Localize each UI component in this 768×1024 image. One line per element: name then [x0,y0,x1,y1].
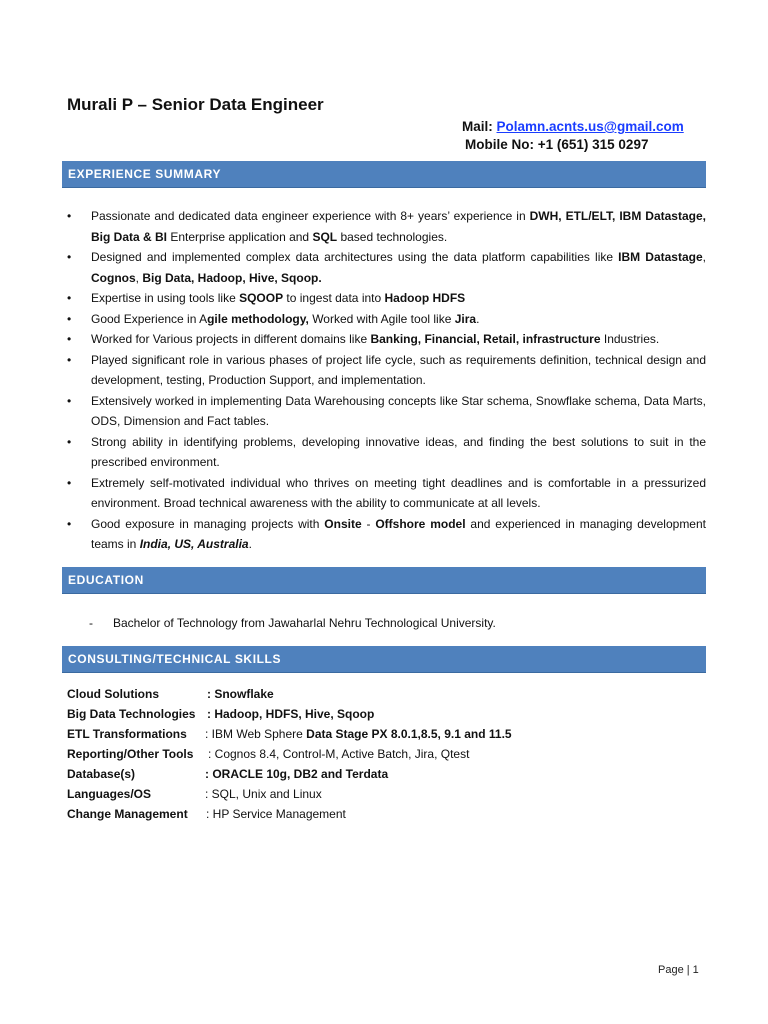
text-run: Offshore model [375,516,466,531]
experience-bullet [62,329,706,350]
email-link[interactable]: Polamn.acnts.us@gmail.com [496,119,684,134]
skill-label: Change Management [67,807,188,821]
skill-label: Big Data Technologies [67,707,196,721]
text-run: Good exposure in managing projects with [91,516,325,531]
text-run: , [702,250,706,264]
bullet-icon: • [67,332,72,346]
experience-bullet [62,432,706,473]
text-run: Data Stage PX 8.0.1,8.5, 9.1 and 11.5 [306,727,512,741]
education-dash: - [89,616,93,630]
skill-label: Cloud Solutions [67,687,159,701]
text-run: Extremely self-motivated individual who thrives on meeting tight deadlines and is comfortable in a pressurized environment. Broad technical awareness with the ability to communicate at all levels. [91,475,706,510]
text-run: : Snowflake [207,687,274,701]
skill-row [67,704,375,724]
skill-value [205,724,512,744]
text-run: Good Experience in A [91,311,208,326]
page-number: Page | 1 [658,964,699,976]
text-run: Extensively worked in implementing Data Warehousing concepts like Star schema, Snowflake schema, Data Marts, ODS, Dimension and Fact tables. [91,393,706,428]
experience-bullet [62,288,706,309]
skill-row [67,784,322,804]
skill-label: Database(s) [67,767,136,781]
text-run: Played significant role in various phases of project life cycle, such as requirements definition, technical design and development, testing, Production Support, and implementation. [91,352,706,387]
experience-bullet [62,309,706,330]
education-text: Bachelor of Technology from Jawaharlal Nehru Technological University. [113,616,496,630]
text-run: based technologies. [337,229,448,244]
skill-row [67,764,389,784]
text-run: : SQL, Unix and Linux [205,787,322,801]
text-run: Passionate and dedicated data engineer experience with 8+ years’ experience in [91,209,530,223]
experience-bullet [62,473,706,514]
experience-list [62,206,706,555]
section-header-education: EDUCATION [62,567,706,594]
skill-row [67,744,470,764]
text-run: and experienced in managing development teams in [91,516,706,551]
text-run: Jira [454,311,477,326]
text-run: Worked with Agile tool like [308,311,455,326]
mobile-row: Mobile No: +1 (651) 315 0297 [465,137,649,152]
skill-value [208,744,469,764]
skill-label: ETL Transformations [67,727,187,741]
skill-value [206,804,346,824]
skill-label: Reporting/Other Tools [67,747,194,761]
contact-block [462,118,752,154]
experience-bullet [62,391,706,432]
text-run: Industries. [600,332,660,346]
skills-list [67,684,512,824]
skill-row [67,724,512,744]
text-run: : Hadoop, HDFS, Hive, Sqoop [207,707,375,721]
text-run: Expertise in using tools like [91,291,240,305]
text-run: Strong ability in identifying problems, developing innovative ideas, and finding the best solutions to suit in the prescribed environment. [91,434,706,469]
skill-value [205,764,388,784]
text-run: Banking, Financial, Retail, infrastructure [370,332,601,346]
bullet-icon: • [67,352,72,367]
text-run: to ingest data into [283,291,385,305]
text-run: Hadoop HDFS [384,291,466,305]
text-run: Enterprise application and [167,229,313,244]
skill-row [67,684,274,704]
experience-bullet [62,206,706,247]
text-run: gile methodology, [207,311,309,326]
experience-bullet [62,514,706,555]
skill-value [207,704,374,724]
skill-row [67,804,346,824]
skill-label: Languages/OS [67,787,152,801]
text-run: : Cognos 8.4, Control-M, Active Batch, Jira, Qtest [208,747,470,761]
bullet-icon: • [67,209,72,223]
text-run: Worked for Various projects in different domains like [91,332,371,346]
text-run: Cognos [91,270,136,285]
text-run: Designed and implemented complex data architectures using the data platform capabilities like [91,250,619,264]
page-title: Murali P – Senior Data Engineer [67,95,324,114]
text-run: IBM Datastage [618,250,703,264]
education-item [89,616,496,630]
text-run: . [248,537,252,551]
text-run: India, US, Australia [139,537,249,551]
text-run: : ORACLE 10g, DB2 and Terdata [205,767,389,781]
text-run: - [361,516,376,531]
skill-value [205,784,322,804]
text-run: Big Data, Hadoop, Hive, Sqoop. [142,270,322,285]
experience-bullet [62,350,706,391]
bullet-icon: • [67,250,72,264]
text-run: SQL [312,229,338,244]
bullet-icon: • [67,475,72,490]
experience-bullet [62,247,706,288]
text-run: , [135,270,143,285]
bullet-icon: • [67,434,72,449]
bullet-icon: • [67,311,72,326]
bullet-icon: • [67,291,72,305]
text-run: Onsite [324,516,362,531]
mail-row [462,118,752,136]
skill-value [207,684,274,704]
section-header-experience: EXPERIENCE SUMMARY [62,161,706,188]
bullet-icon: • [67,516,72,531]
text-run: . [476,311,480,326]
section-header-skills: CONSULTING/TECHNICAL SKILLS [62,646,706,673]
text-run: : IBM Web Sphere [205,727,307,741]
mail-label: Mail: [462,119,497,134]
text-run: : HP Service Management [206,807,346,821]
bullet-icon: • [67,393,72,408]
text-run: DWH, ETL/ELT, IBM Datastage, Big Data & BI [91,209,706,244]
text-run: SQOOP [239,291,284,305]
